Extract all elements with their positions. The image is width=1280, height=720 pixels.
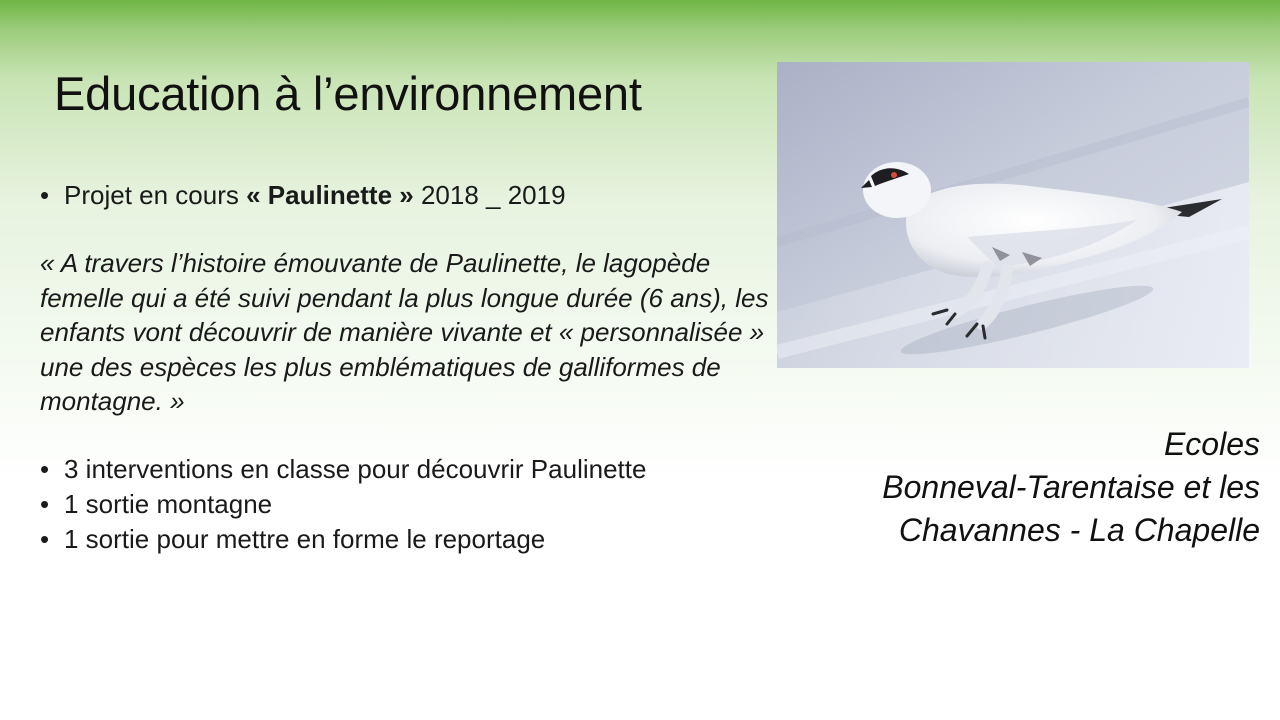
ptarmigan-photo [777, 62, 1249, 368]
list-item: • 1 sortie pour mettre en forme le reportage [40, 522, 780, 557]
schools-caption [882, 423, 1260, 552]
content-column [40, 178, 780, 557]
project-prefix: Projet en cours [64, 180, 247, 210]
project-bullet [40, 178, 780, 213]
schools-line: Chavannes - La Chapelle [898, 512, 1260, 548]
list-item: • 3 interventions en classe pour découvrir Paulinette [40, 452, 780, 487]
project-name: « Paulinette » [246, 180, 414, 210]
project-quote: « A travers l’histoire émouvante de Paulinette, le lagopède femelle qui a été suivi pendant la plus longue durée (6 ans), les enfants vont découvrir de manière vivante et « personnalisée » une des espèces les plus emblématiques de galliformes de montagne. » [40, 248, 769, 416]
list-item: • 1 sortie montagne [40, 487, 780, 522]
project-years: 2018 _ 2019 [413, 180, 566, 210]
slide-title: Education à l’environnement [54, 67, 642, 120]
schools-line: Bonneval-Tarentaise et les [882, 469, 1260, 505]
schools-line: Ecoles [1163, 426, 1260, 462]
activities-list [40, 452, 780, 557]
